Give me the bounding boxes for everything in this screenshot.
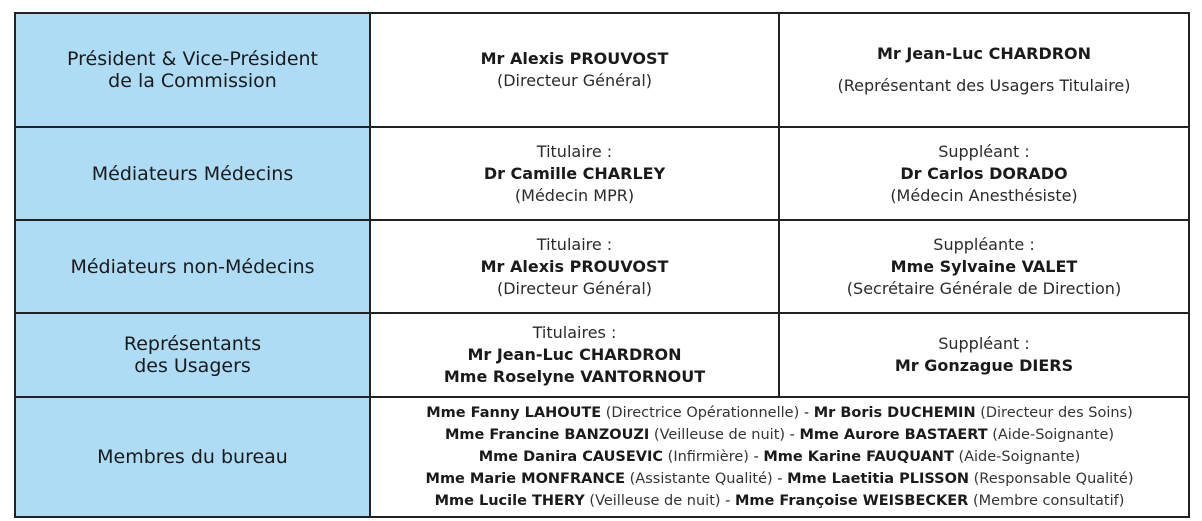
- member-name: Mme Fanny LAHOUTE: [426, 405, 602, 421]
- member-name: Dr Camille CHARLEY: [483, 163, 666, 183]
- role-label: de la Commission: [108, 70, 277, 92]
- role-label: Président & Vice-Président: [67, 48, 318, 70]
- member-cell-right: [779, 127, 1189, 220]
- role-cell: [15, 397, 370, 517]
- member-name: Mme Danira CAUSEVIC: [478, 449, 664, 465]
- member-function: (Infirmière): [663, 449, 749, 465]
- member-status: Suppléant :: [938, 334, 1030, 353]
- member-function: (Aide-Soignante): [987, 427, 1115, 443]
- member-cell-left: [370, 127, 779, 220]
- member-function: (Secrétaire Générale de Direction): [846, 278, 1122, 298]
- member-name: Mme Lucile THERY: [434, 493, 585, 509]
- member-function: (Directeur des Soins): [975, 405, 1133, 421]
- separator: -: [785, 427, 800, 443]
- member-name: Dr Carlos DORADO: [900, 163, 1068, 183]
- separator: -: [772, 471, 788, 487]
- member-function: (Aide-Soignante): [953, 449, 1081, 465]
- member-cell-right: [779, 220, 1189, 313]
- member-function: (Médecin Anesthésiste): [890, 185, 1078, 205]
- member-name: Mme Francine BANZOUZI: [444, 427, 650, 443]
- member-cell-left: [370, 13, 779, 127]
- member-name: Mr Gonzague DIERS: [894, 356, 1074, 375]
- role-cell: [15, 127, 370, 220]
- separator: -: [799, 405, 814, 421]
- bureau-line: [377, 402, 1182, 424]
- member-cell-right: [779, 313, 1189, 397]
- member-name: Mme Laetitia PLISSON: [787, 471, 970, 487]
- member-function: (Directrice Opérationnelle): [601, 405, 800, 421]
- member-function: (Veilleuse de nuit): [584, 493, 721, 509]
- member-name: Mme Aurore BASTAERT: [799, 427, 988, 443]
- bureau-line: [377, 468, 1182, 490]
- member-function: (Veilleuse de nuit): [649, 427, 786, 443]
- role-label: Représentants: [123, 333, 262, 355]
- member-status: Titulaire :: [536, 234, 613, 254]
- commission-table: [14, 12, 1190, 518]
- member-function: (Représentant des Usagers Titulaire): [837, 76, 1131, 95]
- member-cell-left: [370, 313, 779, 397]
- table-row: [15, 127, 1189, 220]
- member-function: (Directeur Général): [496, 71, 653, 90]
- table-row: [15, 220, 1189, 313]
- separator: -: [720, 493, 735, 509]
- member-name: Mme Françoise WEISBECKER: [735, 493, 969, 509]
- member-name: Mme Sylvaine VALET: [890, 256, 1078, 276]
- member-status: Suppléante :: [933, 234, 1035, 254]
- table-row: [15, 397, 1189, 517]
- role-label: Médiateurs non-Médecins: [70, 255, 315, 278]
- member-name: Mr Jean-Luc CHARDRON: [876, 44, 1092, 63]
- role-label: Membres du bureau: [97, 446, 288, 468]
- member-status: Titulaire :: [536, 141, 613, 161]
- bureau-line: [377, 446, 1182, 468]
- member-cell-left: [370, 220, 779, 313]
- member-status: Titulaires :: [532, 323, 617, 342]
- member-name: Mme Karine FAUQUANT: [763, 449, 954, 465]
- member-function: (Assistante Qualité): [625, 471, 773, 487]
- member-status: Suppléant :: [938, 141, 1030, 161]
- member-name: Mr Boris DUCHEMIN: [813, 405, 976, 421]
- member-function: (Directeur Général): [496, 278, 653, 298]
- member-function: (Responsable Qualité): [969, 471, 1134, 487]
- member-function: (Membre consultatif): [968, 493, 1125, 509]
- member-name: Mr Jean-Luc CHARDRON: [467, 345, 682, 364]
- member-name: Mr Alexis PROUVOST: [480, 256, 669, 276]
- role-cell: [15, 220, 370, 313]
- member-name: Mme Roselyne VANTORNOUT: [443, 367, 706, 386]
- bureau-line: [377, 490, 1182, 512]
- role-cell: [15, 313, 370, 397]
- member-name: Mme Marie MONFRANCE: [425, 471, 626, 487]
- bureau-line: [377, 424, 1182, 446]
- role-label: Médiateurs Médecins: [91, 162, 294, 185]
- table-row: [15, 13, 1189, 127]
- role-label: des Usagers: [134, 355, 251, 377]
- member-cell-right: [779, 13, 1189, 127]
- member-name: Mr Alexis PROUVOST: [480, 49, 669, 68]
- table-row: [15, 313, 1189, 397]
- bureau-members-cell: [370, 397, 1189, 517]
- role-cell: [15, 13, 370, 127]
- separator: -: [748, 449, 764, 465]
- member-function: (Médecin MPR): [514, 185, 635, 205]
